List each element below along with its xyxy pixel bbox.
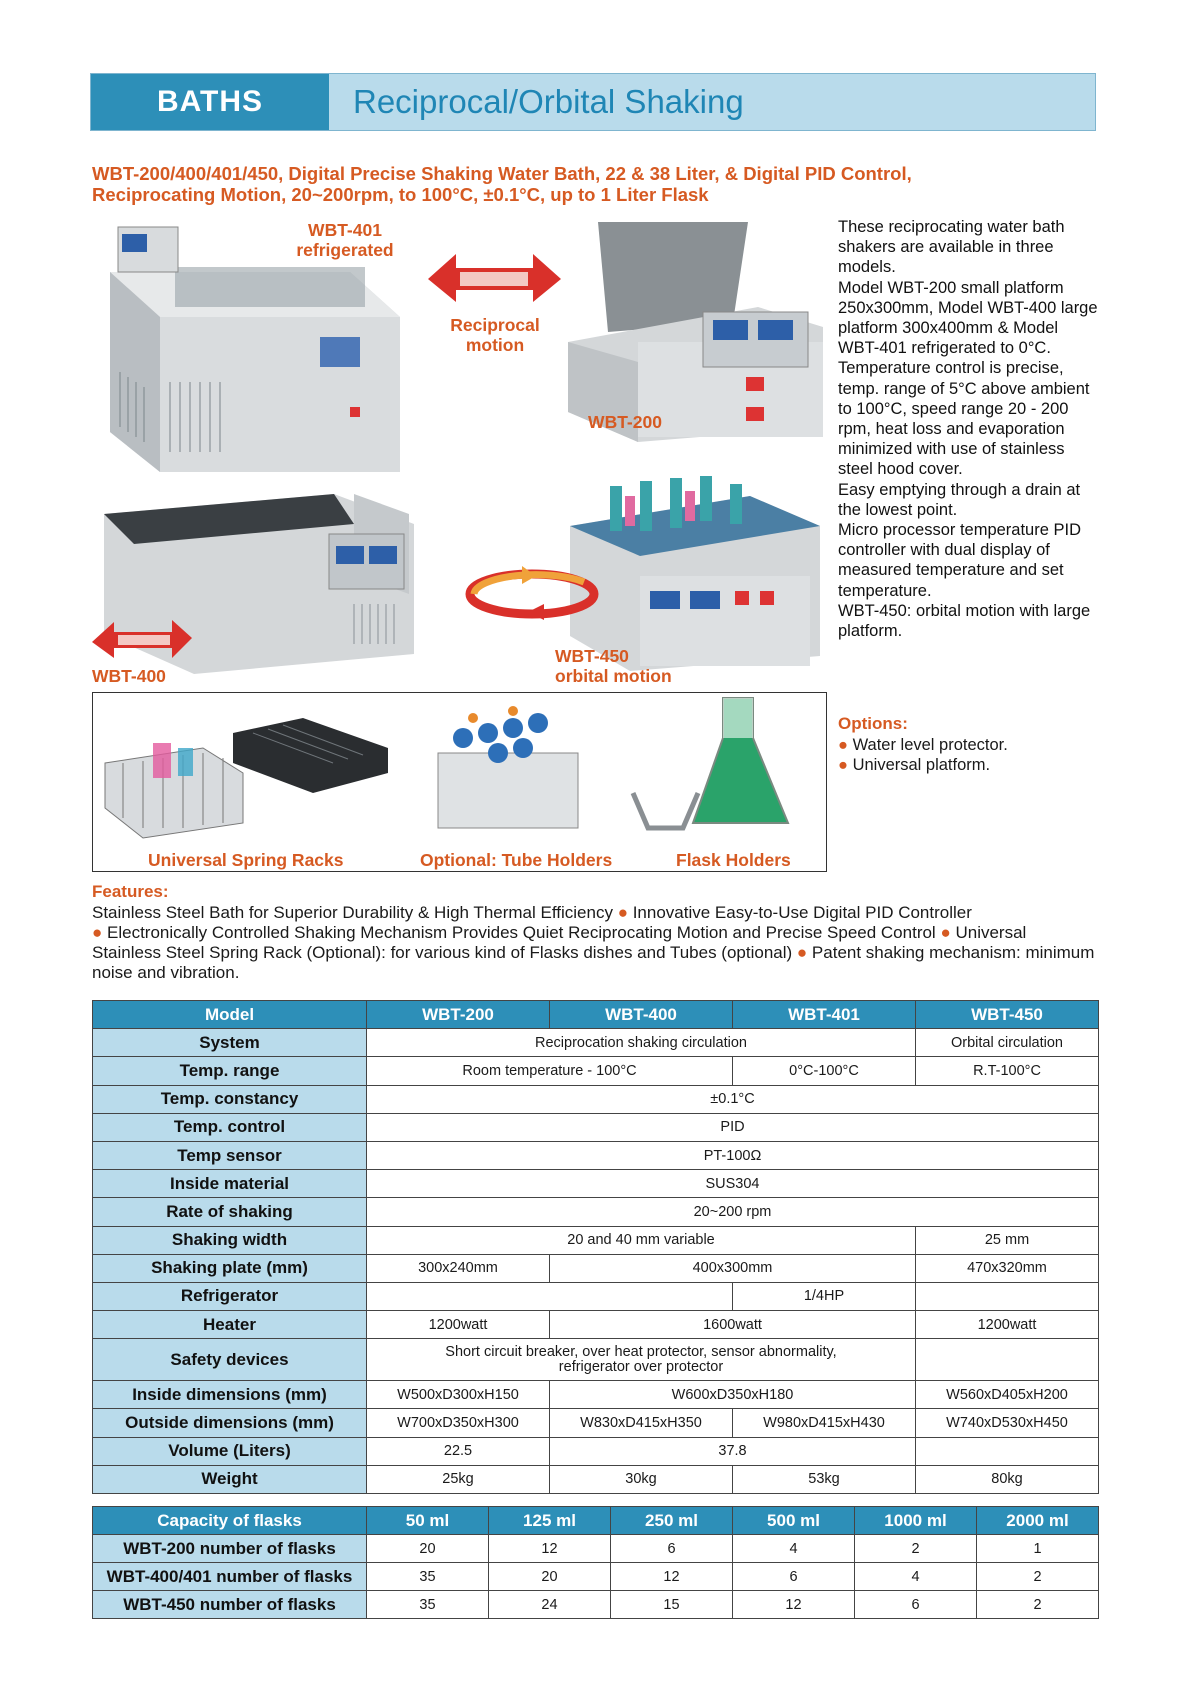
table-row: [93, 1465, 1099, 1493]
table-header-row: [93, 1507, 1099, 1535]
table-cell: 53kg: [733, 1465, 916, 1493]
options-title: Options:: [838, 714, 908, 733]
table-header: 1000 ml: [855, 1507, 977, 1535]
table-row: [93, 1085, 1099, 1113]
table-cell: Orbital circulation: [916, 1029, 1099, 1057]
table-cell: PT-100Ω: [367, 1141, 1099, 1169]
label-wbt450: WBT-450 orbital motion: [555, 646, 672, 686]
table-row: [93, 1141, 1099, 1169]
row-label: Safety devices: [93, 1339, 367, 1381]
table-cell: [916, 1339, 1099, 1381]
table-cell: W560xD405xH200: [916, 1381, 1099, 1409]
spring-rack-image: [105, 718, 388, 838]
table-cell: W600xD350xH180: [550, 1381, 916, 1409]
table-header: WBT-401: [733, 1001, 916, 1029]
table-row: [93, 1535, 1099, 1563]
product-title: WBT-200/400/401/450, Digital Precise Shaking Water Bath, 22 & 38 Liter, & Digital PID Control, Reciprocating Motion, 20~200rpm, to 100°C, ±0.1°C, up to 1 Liter Flask: [92, 163, 912, 205]
specification-table: [92, 1000, 1099, 1494]
table-cell: 1/4HP: [733, 1282, 916, 1310]
table-cell: 12: [489, 1535, 611, 1563]
description-paragraph: Easy emptying through a drain at the lowest point.: [838, 480, 1081, 519]
flask-holder-image: [633, 698, 788, 828]
table-cell: 0°C-100°C: [733, 1057, 916, 1085]
options-list: [838, 735, 1008, 775]
table-cell: 1200watt: [916, 1311, 1099, 1339]
table-cell: W830xD415xH350: [550, 1409, 733, 1437]
row-label: Outside dimensions (mm): [93, 1409, 367, 1437]
table-row: [93, 1170, 1099, 1198]
row-label: Rate of shaking: [93, 1198, 367, 1226]
table-header: 250 ml: [611, 1507, 733, 1535]
section-header: [90, 73, 1096, 131]
table-cell: 20 and 40 mm variable: [367, 1226, 916, 1254]
table-header: WBT-450: [916, 1001, 1099, 1029]
table-cell: 25kg: [367, 1465, 550, 1493]
table-cell: 35: [367, 1591, 489, 1619]
description-paragraph: Model WBT-200 small platform 250x300mm, Model WBT-400 large platform 300x400mm & Model WBT-401 refrigerated to 0°C.: [838, 278, 1098, 358]
table-cell: 1: [977, 1535, 1099, 1563]
table-row: [93, 1339, 1099, 1381]
table-cell: 12: [611, 1563, 733, 1591]
table-cell: 35: [367, 1563, 489, 1591]
bullet-icon: ●: [838, 736, 853, 754]
table-cell: 1200watt: [367, 1311, 550, 1339]
label-wbt401: WBT-401 refrigerated: [296, 220, 394, 260]
table-row: [93, 1029, 1099, 1057]
table-cell: Room temperature - 100°C: [367, 1057, 733, 1085]
row-label: Heater: [93, 1311, 367, 1339]
bullet-icon: ●: [940, 923, 951, 942]
accessories-box: [92, 692, 827, 872]
table-cell: 20: [489, 1563, 611, 1591]
table-cell: 1600watt: [550, 1311, 916, 1339]
table-cell: 20~200 rpm: [367, 1198, 1099, 1226]
table-row: [93, 1437, 1099, 1465]
section-subtitle: Reciprocal/Orbital Shaking: [329, 74, 1095, 130]
table-cell: 300x240mm: [367, 1254, 550, 1282]
table-cell: 2: [977, 1563, 1099, 1591]
table-row: [93, 1381, 1099, 1409]
orbital-arrow-icon: [464, 564, 600, 620]
row-label: Temp sensor: [93, 1141, 367, 1169]
category-title: BATHS: [91, 74, 329, 130]
bullet-icon: ●: [838, 756, 853, 774]
row-label: System: [93, 1029, 367, 1057]
row-label: WBT-450 number of flasks: [93, 1591, 367, 1619]
table-cell: SUS304: [367, 1170, 1099, 1198]
description-paragraph: Micro processor temperature PID controller with dual display of measured temperature and set temperature.: [838, 521, 1081, 600]
row-label: Volume (Liters): [93, 1437, 367, 1465]
table-cell: W700xD350xH300: [367, 1409, 550, 1437]
table-cell: ±0.1°C: [367, 1085, 1099, 1113]
table-cell: PID: [367, 1113, 1099, 1141]
table-header: WBT-200: [367, 1001, 550, 1029]
flask-capacity-table: [92, 1506, 1099, 1619]
table-cell: 6: [733, 1563, 855, 1591]
tube-holder-image: [438, 706, 578, 828]
row-label: Temp. control: [93, 1113, 367, 1141]
table-cell: W500xD300xH150: [367, 1381, 550, 1409]
table-cell: [916, 1437, 1099, 1465]
table-cell: [367, 1282, 733, 1310]
features-text: Stainless Steel Bath for Superior Durability & High Thermal Efficiency ● Innovative Easy-to-Use Digital PID Controller ● Electronically Controlled Shaking Mechanism Provides Quiet Reciprocating Motion and Precise Speed Control ● Universal Stainless Steel Spring Rack (Optional): for various kind of Flasks dishes and Tubes (optional) ● Patent shaking mechanism: minimum noise and vibration.: [92, 903, 1095, 982]
row-label: Temp. constancy: [93, 1085, 367, 1113]
row-label: Inside dimensions (mm): [93, 1381, 367, 1409]
table-cell: 25 mm: [916, 1226, 1099, 1254]
bullet-icon: ●: [617, 903, 628, 922]
table-cell: 4: [733, 1535, 855, 1563]
table-cell: 12: [733, 1591, 855, 1619]
table-cell: 6: [855, 1591, 977, 1619]
wbt400-arrow-icon: [92, 614, 194, 658]
table-row: [93, 1311, 1099, 1339]
table-row: [93, 1113, 1099, 1141]
table-cell: 400x300mm: [550, 1254, 916, 1282]
table-cell: W740xD530xH450: [916, 1409, 1099, 1437]
table-cell: [916, 1282, 1099, 1310]
row-label: Inside material: [93, 1170, 367, 1198]
option-item: ● Universal platform.: [838, 756, 991, 774]
reciprocal-arrow-icon: [428, 244, 563, 304]
row-label: Temp. range: [93, 1057, 367, 1085]
table-cell: 80kg: [916, 1465, 1099, 1493]
table-header: 125 ml: [489, 1507, 611, 1535]
row-label: WBT-200 number of flasks: [93, 1535, 367, 1563]
table-cell: 6: [611, 1535, 733, 1563]
accessories-photos: [93, 693, 825, 843]
table-row: [93, 1282, 1099, 1310]
row-label: WBT-400/401 number of flasks: [93, 1563, 367, 1591]
table-cell: 4: [855, 1563, 977, 1591]
bullet-icon: ●: [92, 923, 103, 942]
table-row: [93, 1254, 1099, 1282]
table-cell: 37.8: [550, 1437, 916, 1465]
label-wbt400: WBT-400: [92, 666, 166, 686]
features-title: Features:: [92, 882, 169, 901]
table-header-row: [93, 1001, 1099, 1029]
table-header: WBT-400: [550, 1001, 733, 1029]
table-cell: 20: [367, 1535, 489, 1563]
table-header: 2000 ml: [977, 1507, 1099, 1535]
table-header: Capacity of flasks: [93, 1507, 367, 1535]
description-paragraph: WBT-450: orbital motion with large platform.: [838, 601, 1091, 641]
row-label: Shaking plate (mm): [93, 1254, 367, 1282]
table-row: [93, 1409, 1099, 1437]
option-item: ● Water level protector.: [838, 736, 1008, 754]
table-cell: 15: [611, 1591, 733, 1619]
bullet-icon: ●: [796, 943, 808, 962]
wbt450-photo: [570, 466, 830, 676]
table-cell: Short circuit breaker, over heat protector, sensor abnormality, refrigerator over protector: [367, 1339, 916, 1381]
row-label: Shaking width: [93, 1226, 367, 1254]
table-row: [93, 1563, 1099, 1591]
table-cell: 30kg: [550, 1465, 733, 1493]
table-row: [93, 1057, 1099, 1085]
table-cell: 24: [489, 1591, 611, 1619]
label-reciprocal-motion: Reciprocal motion: [450, 315, 540, 355]
table-cell: 2: [855, 1535, 977, 1563]
table-cell: Reciprocation shaking circulation: [367, 1029, 916, 1057]
table-cell: R.T-100°C: [916, 1057, 1099, 1085]
table-row: [93, 1198, 1099, 1226]
description-paragraph: Temperature control is precise, temp. range of 5°C above ambient to 100°C, speed range 20 - 200 rpm, heat loss and evaporation minimized with use of stainless steel hood cover.: [838, 359, 1090, 479]
wbt401-photo: [100, 222, 410, 487]
table-cell: W980xD415xH430: [733, 1409, 916, 1437]
table-row: [93, 1591, 1099, 1619]
label-wbt200: WBT-200: [588, 412, 662, 432]
product-description: [838, 217, 1098, 641]
label-spring-racks: Universal Spring Racks: [148, 850, 344, 870]
table-header: 500 ml: [733, 1507, 855, 1535]
label-tube-holders: Optional: Tube Holders: [420, 850, 613, 870]
label-flask-holders: Flask Holders: [676, 850, 791, 870]
table-cell: 2: [977, 1591, 1099, 1619]
table-cell: 22.5: [367, 1437, 550, 1465]
table-header: 50 ml: [367, 1507, 489, 1535]
row-label: Refrigerator: [93, 1282, 367, 1310]
row-label: Weight: [93, 1465, 367, 1493]
table-cell: 470x320mm: [916, 1254, 1099, 1282]
description-paragraph: These reciprocating water bath shakers are available in three models.: [838, 218, 1065, 277]
table-row: [93, 1226, 1099, 1254]
table-header: Model: [93, 1001, 367, 1029]
